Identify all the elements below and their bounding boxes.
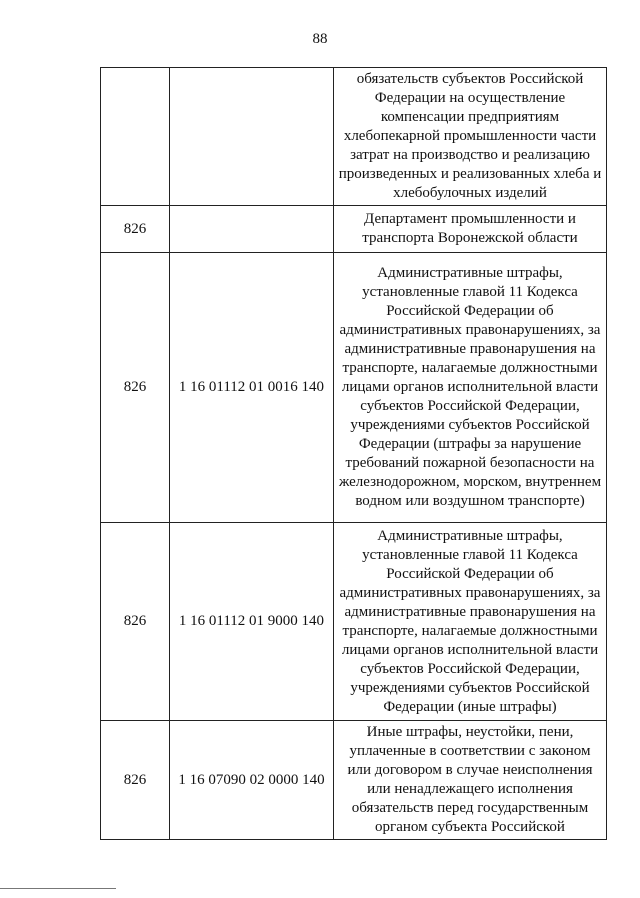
budget-code-cell: 1 16 07090 02 0000 140 — [170, 721, 334, 840]
admin-code-cell: 826 — [101, 721, 170, 840]
income-name-cell: Иные штрафы, неустойки, пени, уплаченные в соответствии с законом или договором в случае неисполнения или ненадлежащего исполнения обязательств перед государственным органом субъекта Российской — [334, 721, 607, 840]
budget-code-cell: 1 16 01112 01 9000 140 — [170, 523, 334, 721]
admin-code-cell — [101, 68, 170, 206]
income-name-cell: Административные штрафы, установленные главой 11 Кодекса Российской Федерации об административных правонарушениях, за административные правонарушения на транспорте, налагаемые должностными лицами органов исполнительной власти субъектов Российской Федерации, учреждениями субъектов Российской Федерации (штрафы за нарушение требований пожарной безопасности на железнодорожном, морском, внутреннем водном или воздушном транспорте) — [334, 253, 607, 523]
table-row — [101, 523, 607, 721]
admin-code-cell: 826 — [101, 206, 170, 253]
income-name-cell: Административные штрафы, установленные главой 11 Кодекса Российской Федерации об административных правонарушениях, за административные правонарушения на транспорте, налагаемые должностными лицами органов исполнительной власти субъектов Российской Федерации, учреждениями субъектов Российской Федерации (иные штрафы) — [334, 523, 607, 721]
table-row — [101, 253, 607, 523]
table-row — [101, 721, 607, 840]
budget-code-cell — [170, 68, 334, 206]
page-number: 88 — [312, 31, 328, 47]
table-row — [101, 206, 607, 253]
table-row — [101, 68, 607, 206]
admin-code-cell: 826 — [101, 253, 170, 523]
income-name-cell: Департамент промышленности и транспорта Воронежской области — [334, 206, 607, 253]
revenue-codes-table — [100, 67, 607, 840]
budget-code-cell: 1 16 01112 01 0016 140 — [170, 253, 334, 523]
admin-code-cell: 826 — [101, 523, 170, 721]
income-name-cell: обязательств субъектов Российской Федерации на осуществление компенсации предприятиям хлебопекарной промышленности части затрат на производство и реализацию произведенных и реализованных хлеба и хлебобулочных изделий — [334, 68, 607, 206]
budget-code-cell — [170, 206, 334, 253]
footnote-separator — [0, 888, 116, 889]
